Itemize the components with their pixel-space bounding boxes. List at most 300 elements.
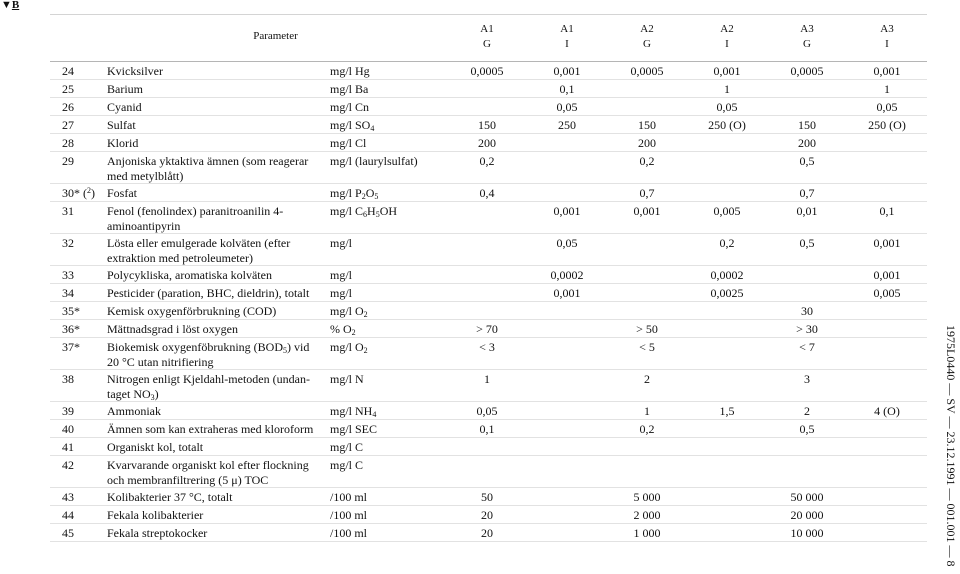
value-a2-i: 0,005 — [713, 203, 741, 218]
value-a3-g — [767, 456, 847, 487]
value-a3-i: 0,1 — [879, 203, 895, 218]
parameter-name — [104, 98, 325, 115]
text-segment: 41 — [62, 439, 74, 454]
value-a1-g: < 3 — [479, 339, 495, 354]
value-a1-g: 0,2 — [479, 153, 495, 168]
value-a2-i — [687, 152, 767, 183]
value-a3-g — [767, 438, 847, 455]
value-a1-i: 0,001 — [553, 203, 581, 218]
unit — [325, 134, 447, 151]
table-row — [50, 370, 927, 402]
value-a3-g: 0,01 — [796, 203, 818, 218]
table-row — [50, 456, 927, 488]
text-segment: /100 ml — [330, 525, 368, 540]
text-segment: 29 — [62, 153, 74, 168]
row-number — [50, 456, 104, 487]
text-segment: OH — [379, 203, 398, 218]
text-segment: 31 — [62, 203, 74, 218]
row-number — [50, 62, 104, 79]
column-header-a3-i — [847, 15, 927, 61]
value-a2-g: 2 — [644, 371, 650, 386]
value-a2-i: 0,0025 — [710, 285, 744, 300]
value-a3-i: 1 — [884, 81, 890, 96]
table-header — [50, 14, 927, 62]
parameter-line — [107, 169, 325, 184]
row-number — [50, 116, 104, 133]
row-number — [50, 202, 104, 233]
parameter-name — [104, 338, 325, 369]
table-row — [50, 134, 927, 152]
parameter-line — [107, 322, 325, 337]
parameter-line — [107, 490, 325, 505]
value-a1-i — [527, 184, 607, 201]
text-segment: 33 — [62, 267, 74, 282]
text-segment: Anjoniska yktaktiva ämnen (som reagerar — [107, 153, 309, 168]
value-a3-g: > 30 — [796, 321, 818, 336]
text-segment: Organiskt kol, totalt — [107, 439, 204, 454]
value-a1-i — [527, 320, 607, 337]
text-segment: med metylblått) — [107, 168, 184, 183]
table-row — [50, 402, 927, 420]
column-header-a1-g — [447, 15, 527, 61]
subscript: 4 — [372, 410, 377, 419]
value-a2-i — [687, 456, 767, 487]
row-number — [50, 234, 104, 265]
table-row — [50, 202, 927, 234]
parameter-line — [107, 387, 325, 402]
unit — [325, 80, 447, 97]
value-a1-i — [527, 524, 607, 541]
value-a2-g: 1 — [644, 403, 650, 418]
table-row — [50, 80, 927, 98]
row-number — [50, 438, 104, 455]
parameter-line — [107, 268, 325, 283]
value-a2-g — [607, 80, 687, 97]
subscript: 2 — [351, 328, 356, 337]
text-segment: mg/l (laurylsulfat) — [330, 153, 418, 168]
value-a2-i — [687, 134, 767, 151]
column-type: G — [483, 38, 491, 50]
value-a2-g: 0,7 — [639, 185, 655, 200]
value-a1-g — [447, 202, 527, 233]
marker-label: B — [11, 0, 20, 11]
parameter-line — [107, 355, 325, 370]
text-segment: 45 — [62, 525, 74, 540]
unit — [325, 438, 447, 455]
row-number — [50, 402, 104, 419]
value-a1-i — [527, 488, 607, 505]
value-a2-i — [687, 338, 767, 369]
value-a2-i — [687, 524, 767, 541]
value-a1-g: 0,0005 — [470, 63, 504, 78]
text-segment: 38 — [62, 371, 74, 386]
parameter-line — [107, 251, 325, 266]
value-a1-i — [527, 134, 607, 151]
value-a3-g: 200 — [798, 135, 816, 150]
value-a3-i — [847, 438, 927, 455]
value-a2-i — [687, 420, 767, 437]
value-a2-i — [687, 320, 767, 337]
text-segment: mg/l Hg — [330, 63, 370, 78]
text-segment: /100 ml — [330, 489, 368, 504]
text-segment: mg/l C — [330, 203, 364, 218]
parameter-name — [104, 116, 325, 133]
table-row — [50, 338, 927, 370]
subscript: 4 — [370, 124, 375, 133]
row-number — [50, 370, 104, 401]
value-a1-i: 0,001 — [553, 285, 581, 300]
value-a2-g: 2 000 — [633, 507, 661, 522]
value-a2-i — [687, 488, 767, 505]
value-a1-g: > 70 — [476, 321, 498, 336]
value-a1-g: 0,05 — [476, 403, 498, 418]
parameter-name — [104, 134, 325, 151]
parameter-line — [107, 526, 325, 541]
value-a2-g: 5 000 — [633, 489, 661, 504]
table-row — [50, 302, 927, 320]
text-segment: och membranfiltrering (5 μ) TOC — [107, 472, 269, 487]
row-number — [50, 338, 104, 369]
text-segment: 36* — [62, 321, 80, 336]
column-group: A1 — [560, 23, 574, 35]
value-a1-g: 1 — [484, 371, 490, 386]
parameter-line — [107, 64, 325, 79]
text-segment: Biokemisk oxygenföbrukning (BOD — [107, 339, 283, 354]
value-a1-g — [447, 80, 527, 97]
text-segment: aminoantipyrin — [107, 218, 181, 233]
unit — [325, 420, 447, 437]
text-segment: mg/l — [330, 285, 353, 300]
text-segment: Ämnen som kan extraheras med kloroform — [107, 421, 314, 436]
text-segment: 39 — [62, 403, 74, 418]
value-a3-g — [767, 80, 847, 97]
column-header-a2-g — [607, 15, 687, 61]
value-a1-g: 150 — [478, 117, 496, 132]
value-a2-g — [607, 438, 687, 455]
value-a1-g — [447, 234, 527, 265]
value-a2-i — [687, 438, 767, 455]
text-segment: 35* — [62, 303, 80, 318]
text-segment: Sulfat — [107, 117, 136, 132]
parameter-line — [107, 440, 325, 455]
parameter-name — [104, 234, 325, 265]
value-a1-i: 0,001 — [553, 63, 581, 78]
value-a2-g: 0,2 — [639, 153, 655, 168]
text-segment: mg/l Cl — [330, 135, 367, 150]
text-segment: ) — [91, 185, 95, 200]
value-a1-i — [527, 506, 607, 523]
text-segment: mg/l O — [330, 303, 364, 318]
row-number — [50, 506, 104, 523]
value-a1-g: 20 — [481, 525, 493, 540]
value-a2-i: 0,05 — [716, 99, 738, 114]
text-segment: taget NO — [107, 386, 151, 401]
text-segment: Polycykliska, aromatiska kolväten — [107, 267, 272, 282]
row-number — [50, 98, 104, 115]
value-a1-g — [447, 98, 527, 115]
value-a3-g: 3 — [804, 371, 810, 386]
text-segment: 27 — [62, 117, 74, 132]
text-segment: % O — [330, 321, 352, 336]
text-segment: 24 — [62, 63, 74, 78]
text-segment: Pesticider (paration, BHC, dieldrin), totalt — [107, 285, 310, 300]
value-a1-g — [447, 438, 527, 455]
text-segment: 20 °C utan nitrifiering — [107, 354, 214, 369]
header-number-cell — [50, 15, 104, 61]
column-header-a3-g — [767, 15, 847, 61]
value-a3-g: 0,0005 — [790, 63, 824, 78]
subscript: 5 — [374, 192, 379, 201]
value-a2-i: 0,001 — [713, 63, 741, 78]
unit — [325, 116, 447, 133]
unit — [325, 98, 447, 115]
value-a3-g: 2 — [804, 403, 810, 418]
text-segment: mg/l N — [330, 371, 364, 386]
text-segment: mg/l Cn — [330, 99, 370, 114]
row-number — [50, 420, 104, 437]
text-segment: H — [367, 203, 376, 218]
down-triangle-icon: ▼ — [1, 0, 12, 11]
column-header-a1-i — [527, 15, 607, 61]
text-segment: 40 — [62, 421, 74, 436]
parameter-name — [104, 202, 325, 233]
value-a1-g — [447, 284, 527, 301]
unit — [325, 506, 447, 523]
parameter-line — [107, 236, 325, 251]
parameter-line — [107, 154, 325, 169]
value-a3-g: 10 000 — [790, 525, 824, 540]
table-row — [50, 116, 927, 134]
value-a1-i: 0,1 — [559, 81, 575, 96]
parameter-table — [50, 14, 927, 542]
value-a2-i — [687, 370, 767, 401]
text-segment: 42 — [62, 457, 74, 472]
parameter-name — [104, 152, 325, 183]
subscript: 5 — [283, 346, 287, 355]
value-a2-i: 0,2 — [719, 235, 735, 250]
table-row — [50, 438, 927, 456]
parameter-name — [104, 80, 325, 97]
value-a3-g: 0,5 — [799, 153, 815, 168]
column-type: G — [803, 38, 811, 50]
parameter-line — [107, 304, 325, 319]
value-a3-g — [767, 284, 847, 301]
text-segment: Ammoniak — [107, 403, 161, 418]
parameter-line — [107, 508, 325, 523]
value-a3-i — [847, 338, 927, 369]
parameter-name — [104, 402, 325, 419]
text-segment: 44 — [62, 507, 74, 522]
table-row — [50, 420, 927, 438]
value-a3-i: 0,001 — [873, 63, 901, 78]
value-a3-g: 30 — [801, 303, 813, 318]
column-group: A3 — [800, 23, 814, 35]
column-type: I — [565, 38, 569, 50]
value-a1-g: 0,4 — [479, 185, 495, 200]
text-segment: mg/l — [330, 267, 353, 282]
text-segment: Fosfat — [107, 185, 137, 200]
parameter-name — [104, 284, 325, 301]
value-a1-g: 50 — [481, 489, 493, 504]
unit — [325, 266, 447, 283]
header-parameter: Parameter — [253, 30, 298, 42]
value-a2-i: 1,5 — [719, 403, 735, 418]
unit — [325, 524, 447, 541]
table-row — [50, 98, 927, 116]
value-a2-i: 250 (O) — [708, 117, 746, 132]
text-segment: 37* — [62, 339, 80, 354]
text-segment: Lösta eller emulgerade kolväten (efter — [107, 235, 291, 250]
subscript: 2 — [363, 346, 368, 355]
value-a3-i — [847, 488, 927, 505]
value-a2-g — [607, 284, 687, 301]
parameter-name — [104, 506, 325, 523]
value-a3-i — [847, 506, 927, 523]
parameter-name — [104, 370, 325, 401]
value-a3-i — [847, 302, 927, 319]
row-number — [50, 152, 104, 183]
table-row — [50, 184, 927, 202]
text-segment: Mättnadsgrad i löst oxygen — [107, 321, 238, 336]
text-segment: 30* ( — [62, 185, 87, 200]
parameter-line — [107, 219, 325, 234]
text-segment: ) — [154, 386, 159, 401]
parameter-name — [104, 62, 325, 79]
parameter-line — [107, 340, 325, 355]
value-a1-g: 20 — [481, 507, 493, 522]
unit — [325, 402, 447, 419]
value-a1-g — [447, 302, 527, 319]
row-number — [50, 302, 104, 319]
value-a2-i — [687, 506, 767, 523]
row-number — [50, 488, 104, 505]
text-segment: Kolibakterier 37 °C, totalt — [107, 489, 233, 504]
table-row — [50, 524, 927, 542]
column-type: I — [885, 38, 889, 50]
value-a1-g — [447, 456, 527, 487]
parameter-line — [107, 458, 325, 473]
parameter-name — [104, 266, 325, 283]
value-a3-i: 250 (O) — [868, 117, 906, 132]
value-a3-g — [767, 266, 847, 283]
parameter-line — [107, 473, 325, 488]
unit — [325, 456, 447, 487]
value-a1-g — [447, 266, 527, 283]
parameter-name — [104, 184, 325, 201]
value-a3-i — [847, 370, 927, 401]
subscript: 5 — [375, 210, 380, 219]
row-number — [50, 266, 104, 283]
text-segment: extraktion med petroleumeter) — [107, 250, 253, 265]
parameter-name — [104, 524, 325, 541]
text-segment: mg/l — [330, 235, 353, 250]
text-segment: Fekala kolibakterier — [107, 507, 204, 522]
value-a2-g: 200 — [638, 135, 656, 150]
value-a2-i — [687, 302, 767, 319]
unit — [325, 284, 447, 301]
text-segment: mg/l P — [330, 185, 362, 200]
text-segment: mg/l NH — [330, 403, 373, 418]
value-a3-i — [847, 524, 927, 541]
table-body — [50, 62, 927, 542]
subscript: 2 — [361, 192, 366, 201]
parameter-line — [107, 186, 325, 201]
row-number — [50, 524, 104, 541]
value-a1-i — [527, 402, 607, 419]
value-a2-g — [607, 456, 687, 487]
table-row — [50, 152, 927, 184]
table-row — [50, 266, 927, 284]
text-segment: Fenol (fenolindex) paranitroanilin 4- — [107, 203, 284, 218]
value-a3-i — [847, 420, 927, 437]
value-a3-i: 0,005 — [873, 285, 901, 300]
parameter-line — [107, 136, 325, 151]
value-a1-i — [527, 420, 607, 437]
parameter-line — [107, 372, 325, 387]
unit — [325, 184, 447, 201]
value-a1-i — [527, 152, 607, 183]
value-a2-g — [607, 234, 687, 265]
value-a2-g — [607, 302, 687, 319]
row-number — [50, 320, 104, 337]
value-a3-g: < 7 — [799, 339, 815, 354]
parameter-name — [104, 320, 325, 337]
parameter-name — [104, 438, 325, 455]
unit — [325, 152, 447, 183]
text-segment: 43 — [62, 489, 74, 504]
parameter-line — [107, 204, 325, 219]
parameter-line — [107, 404, 325, 419]
value-a2-g: 150 — [638, 117, 656, 132]
value-a1-i — [527, 370, 607, 401]
value-a1-i: 250 — [558, 117, 576, 132]
value-a3-g: 0,7 — [799, 185, 815, 200]
value-a1-i: 0,05 — [556, 99, 578, 114]
value-a2-i — [687, 184, 767, 201]
column-group: A3 — [880, 23, 894, 35]
row-number — [50, 134, 104, 151]
value-a3-i — [847, 320, 927, 337]
unit — [325, 62, 447, 79]
parameter-line — [107, 286, 325, 301]
text-segment: Cyanid — [107, 99, 142, 114]
document-reference: 1975L0440 — SV — 23.12.1991 — 001.001 — 8 — [944, 325, 958, 567]
parameter-name — [104, 488, 325, 505]
value-a2-g: 0,0005 — [630, 63, 664, 78]
text-segment: 34 — [62, 285, 74, 300]
table-row — [50, 234, 927, 266]
text-segment: Nitrogen enligt Kjeldahl-metoden (undan- — [107, 371, 310, 386]
superscript: 2 — [87, 185, 91, 195]
value-a3-g: 20 000 — [790, 507, 824, 522]
text-segment: Klorid — [107, 135, 139, 150]
value-a1-i — [527, 438, 607, 455]
column-group: A2 — [640, 23, 654, 35]
text-segment: 25 — [62, 81, 74, 96]
table-row — [50, 284, 927, 302]
value-a3-g: 50 000 — [790, 489, 824, 504]
column-header-a2-i — [687, 15, 767, 61]
subscript: 2 — [363, 310, 368, 319]
table-row — [50, 320, 927, 338]
parameter-name — [104, 302, 325, 319]
value-a3-g: 150 — [798, 117, 816, 132]
unit — [325, 370, 447, 401]
unit — [325, 488, 447, 505]
parameter-name — [104, 420, 325, 437]
parameter-line — [107, 82, 325, 97]
text-segment: Kemisk oxygenförbrukning (COD) — [107, 303, 277, 318]
